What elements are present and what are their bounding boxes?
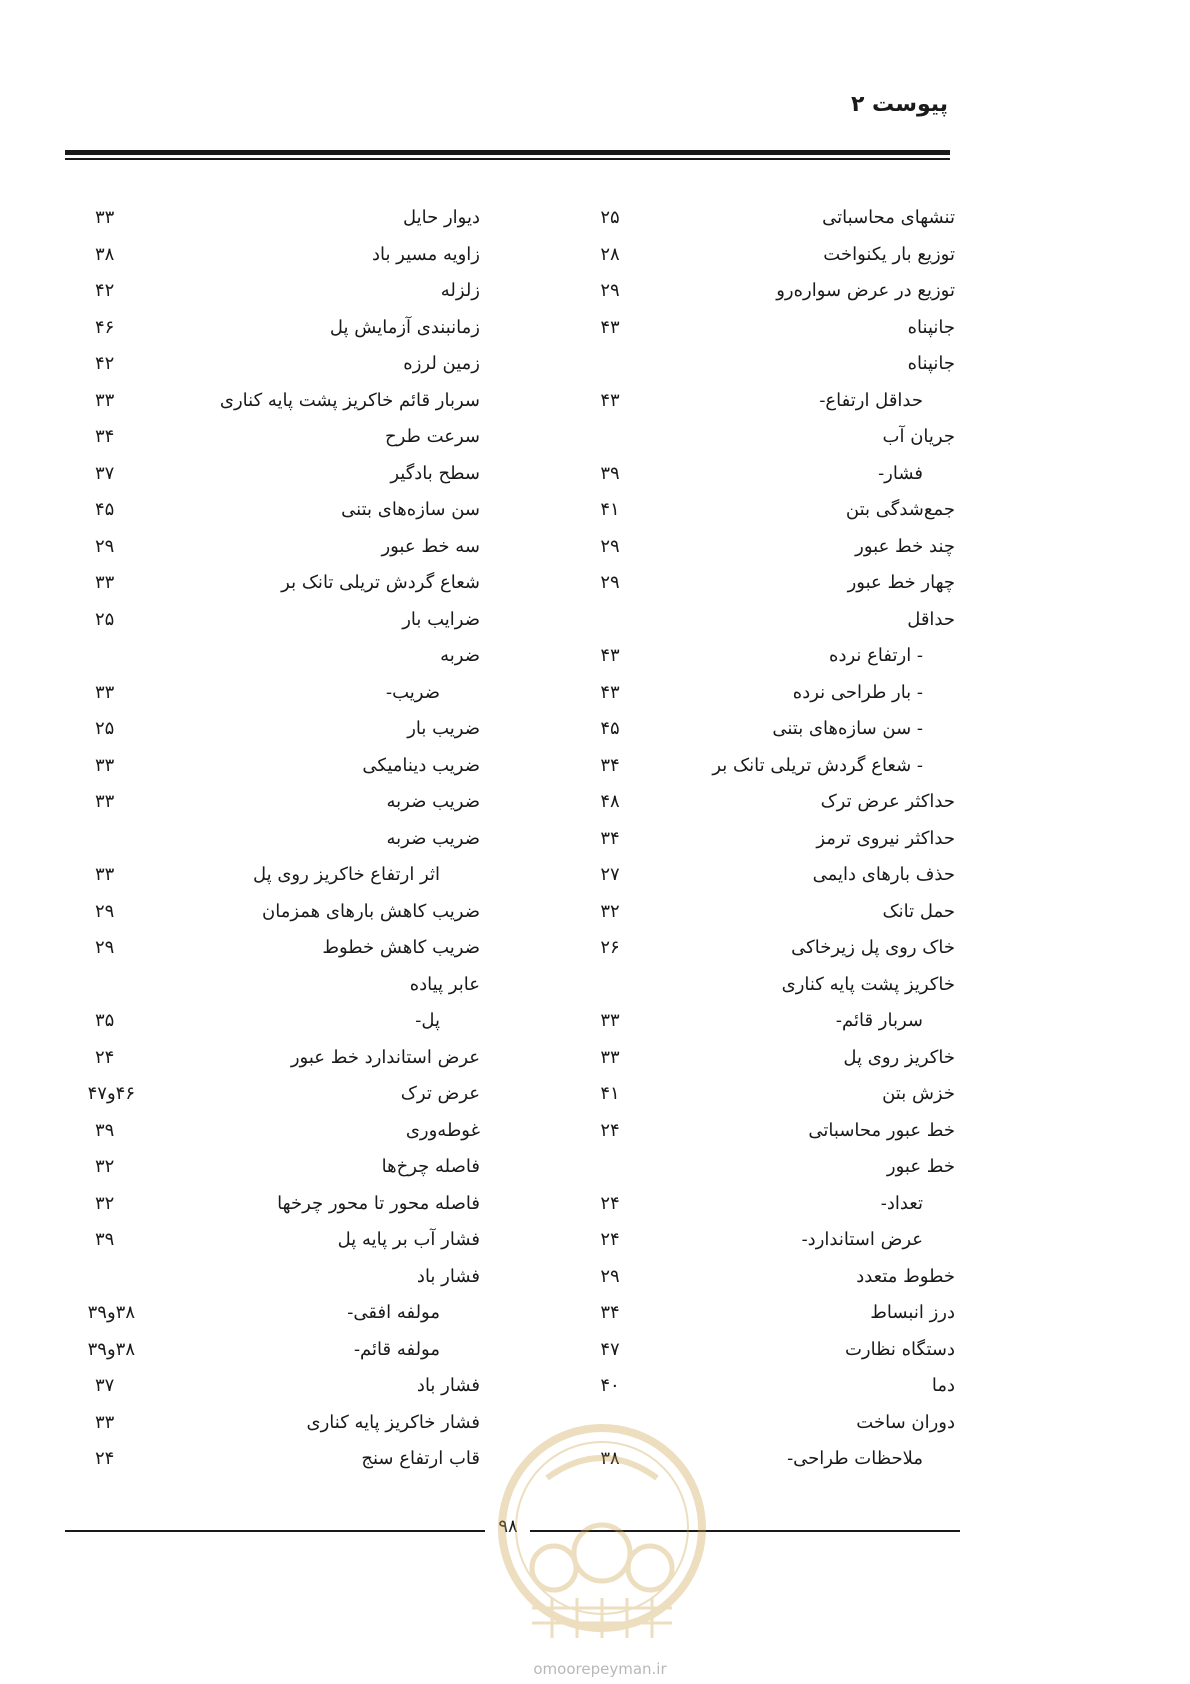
left-column-entry (80, 857, 480, 894)
index-page-number: ۴۵ (95, 499, 115, 520)
right-column-entry (600, 1040, 955, 1077)
index-term: زمین لرزه (403, 353, 480, 374)
index-page-number: ۳۴ (600, 827, 620, 849)
left-column-entry (80, 1186, 480, 1223)
right-column-entry (600, 638, 955, 675)
index-term: خزش بتن (882, 1083, 955, 1104)
index-term: شعاع گردش تریلی تانک بر (281, 572, 480, 593)
right-column-entry (600, 748, 955, 785)
left-column-entry (80, 1441, 480, 1478)
index-page-number: ۳۷ (95, 462, 115, 484)
index-term: مولفه افقی- (347, 1302, 440, 1323)
right-column-entry (600, 529, 955, 566)
left-column-entry (80, 967, 480, 1004)
index-page-number: ۲۹ (95, 900, 115, 922)
right-column-entry (600, 1332, 955, 1369)
left-column-entry (80, 1076, 480, 1113)
index-term: ضریب ضربه (386, 791, 480, 812)
index-term: فشار آب بر پایه پل (337, 1229, 480, 1250)
right-column-entry (600, 1149, 955, 1186)
index-page-number: ۲۴ (600, 1119, 620, 1141)
index-term: فاصله چرخ‌ها (381, 1156, 480, 1177)
index-page-number: ۳۸و۳۹ (87, 1338, 135, 1360)
left-column-entry (80, 529, 480, 566)
right-column-entry (600, 967, 955, 1004)
index-term: فشار باد (416, 1265, 480, 1287)
index-term: سه خط عبور (381, 535, 480, 557)
index-page-number: ۴۶و۴۷ (87, 1083, 135, 1104)
index-page-number: ۳۵ (95, 1010, 115, 1031)
index-page-number: ۴۷ (600, 1338, 620, 1360)
index-term: جانپناه (907, 316, 955, 338)
index-term: مولفه قائم- (353, 1338, 440, 1360)
index-page-number: ۲۹ (600, 535, 620, 557)
index-term: عرض استاندارد خط عبور (290, 1046, 480, 1068)
index-term: فشار باد (416, 1375, 480, 1396)
index-term: اثر ارتفاع خاکریز روی پل (252, 864, 440, 885)
index-term: ضریب- (386, 681, 440, 703)
index-page-number: ۳۹ (95, 1119, 115, 1141)
index-page-number: ۲۹ (95, 535, 115, 557)
index-page-number: ۴۰ (600, 1375, 620, 1396)
right-column-entry (600, 492, 955, 529)
index-term: حمل تانک (882, 900, 955, 922)
index-page-number: ۳۳ (95, 572, 115, 593)
index-page-number: ۳۸ (95, 243, 115, 265)
index-term: زلزله (440, 280, 480, 301)
index-term: - شعاع گردش تریلی تانک بر (712, 754, 923, 776)
index-page-number: ۴۳ (600, 645, 620, 666)
watermark-url: omoorepeyman.ir (533, 1660, 667, 1678)
right-column-entry (600, 1113, 955, 1150)
index-page-number: ۲۵ (95, 608, 115, 630)
index-term: حداقل ارتفاع- (819, 389, 923, 411)
index-term: درز انبساط (870, 1302, 955, 1323)
publisher-seal-watermark-icon (492, 1418, 712, 1650)
right-column-entry (600, 821, 955, 858)
left-column-entry (80, 310, 480, 347)
index-page-number: ۴۵ (600, 718, 620, 739)
index-term: چند خط عبور (855, 535, 955, 557)
index-page-number: ۲۷ (600, 864, 620, 885)
index-term: قاب ارتفاع سنج (361, 1448, 480, 1469)
page-number: ۹۸ (498, 1516, 518, 1537)
right-column-entry (600, 346, 955, 383)
index-page-number: ۲۵ (95, 718, 115, 739)
header-rule-thick (65, 150, 950, 155)
index-term: جانپناه (907, 353, 955, 374)
right-column-entry (600, 419, 955, 456)
index-term: توزیع در عرض سواره‌رو (776, 280, 955, 301)
index-term: ضریب بار (407, 718, 480, 739)
index-term: خاکریز روی پل (843, 1046, 955, 1068)
index-page-number: ۴۱ (600, 1083, 620, 1104)
left-column-entry (80, 1295, 480, 1332)
right-column-entry (600, 200, 955, 237)
page-title: پیوست ۲ (850, 92, 948, 117)
index-term: دستگاه نظارت (844, 1338, 955, 1360)
index-page-number: ۴۳ (600, 681, 620, 703)
index-term: ضریب کاهش خطوط (322, 937, 480, 958)
right-column-entry (600, 565, 955, 602)
left-column-entry (80, 1149, 480, 1186)
index-term: سربار قائم خاکریز پشت پایه کناری (219, 389, 480, 411)
right-column-entry (600, 1003, 955, 1040)
index-term: پل- (415, 1010, 440, 1031)
left-column-entry (80, 419, 480, 456)
right-column-entry (600, 675, 955, 712)
index-term: ملاحظات طراحی- (787, 1448, 923, 1469)
index-term: خاکریز پشت پایه کناری (781, 973, 955, 995)
left-column-entry (80, 675, 480, 712)
index-term: حداکثر نیروی ترمز (816, 827, 955, 849)
index-term: توزیع بار یکنواخت (823, 243, 955, 265)
index-term: فشار خاکریز پایه کناری (306, 1411, 480, 1433)
left-column-entry (80, 711, 480, 748)
left-column-entry (80, 237, 480, 274)
index-term: سربار قائم- (835, 1010, 923, 1031)
index-page-number: ۳۳ (95, 207, 115, 228)
index-term: فاصله محور تا محور چرخها (277, 1192, 480, 1214)
right-column-entry (600, 310, 955, 347)
footer-rule-left (65, 1530, 485, 1532)
right-column-entry (600, 711, 955, 748)
left-column-entry (80, 565, 480, 602)
index-term: حداقل (907, 608, 955, 630)
right-column-entry (600, 857, 955, 894)
index-term: عابر پیاده (409, 973, 480, 995)
index-page-number: ۳۲ (95, 1192, 115, 1214)
right-column-entry (600, 930, 955, 967)
index-page-number: ۳۲ (95, 1156, 115, 1177)
index-term: خط عبور محاسباتی (808, 1119, 955, 1141)
index-term: جریان آب (882, 426, 955, 447)
left-column-entry (80, 602, 480, 639)
index-term: دوران ساخت (856, 1411, 955, 1433)
left-column-entry (80, 456, 480, 493)
left-column-entry (80, 1222, 480, 1259)
index-page-number: ۴۳ (600, 316, 620, 338)
index-page-number: ۲۹ (600, 572, 620, 593)
index-page-number: ۳۴ (95, 426, 115, 447)
right-column-entry (600, 383, 955, 420)
index-page-number: ۳۳ (95, 1411, 115, 1433)
index-term: حذف بارهای دایمی (812, 864, 955, 885)
left-column-entry (80, 273, 480, 310)
right-column-entry (600, 237, 955, 274)
index-term: تنشهای محاسباتی (822, 207, 955, 228)
index-page-number: ۳۳ (600, 1010, 620, 1031)
index-page-number: ۲۴ (95, 1448, 115, 1469)
index-term: - بار طراحی نرده (792, 681, 923, 703)
index-term: چهار خط عبور (847, 572, 955, 593)
index-term: خاک روی پل زیرخاکی (791, 937, 955, 958)
index-page-number: ۲۵ (600, 207, 620, 228)
index-term: ضربه (440, 645, 480, 666)
index-term: دیوار حایل (403, 207, 480, 228)
right-column-entry (600, 456, 955, 493)
index-page-number: ۴۱ (600, 499, 620, 520)
left-column-entry (80, 1332, 480, 1369)
right-column-entry (600, 1076, 955, 1113)
index-term: سرعت طرح (384, 426, 480, 447)
index-term: ضریب کاهش بارهای همزمان (262, 900, 480, 922)
index-page-number: ۳۳ (600, 1046, 620, 1068)
right-column-entry (600, 1186, 955, 1223)
index-page-number: ۳۳ (95, 681, 115, 703)
left-column-entry (80, 638, 480, 675)
index-term: جمع‌شدگی بتن (845, 499, 955, 520)
index-column-left (80, 200, 480, 1478)
left-column-entry (80, 383, 480, 420)
left-column-entry (80, 894, 480, 931)
index-page-number: ۲۸ (600, 243, 620, 265)
right-column-entry (600, 1222, 955, 1259)
index-term: ضریب دینامیکی (362, 754, 480, 776)
right-column-entry (600, 1259, 955, 1296)
index-page-number: ۳۳ (95, 791, 115, 812)
index-term: - سن سازه‌های بتنی (772, 718, 923, 739)
index-page-number: ۳۴ (600, 754, 620, 776)
index-page-number: ۴۶ (95, 316, 115, 338)
index-page-number: ۳۳ (95, 864, 115, 885)
left-column-entry (80, 200, 480, 237)
index-term: خطوط متعدد (856, 1265, 955, 1287)
right-column-entry (600, 894, 955, 931)
right-column-entry (600, 1368, 955, 1405)
index-term: سن سازه‌های بتنی (341, 499, 480, 520)
index-page-number: ۳۸و۳۹ (87, 1302, 135, 1323)
index-page-number: ۳۴ (600, 1302, 620, 1323)
index-page-number: ۴۲ (95, 280, 115, 301)
index-page-number: ۲۹ (600, 280, 620, 301)
right-column-entry (600, 602, 955, 639)
index-page-number: ۲۶ (600, 937, 620, 958)
index-page-number: ۲۴ (95, 1046, 115, 1068)
left-column-entry (80, 1113, 480, 1150)
index-term: سطح بادگیر (390, 462, 480, 484)
index-page-number: ۲۴ (600, 1192, 620, 1214)
index-term: دما (931, 1375, 955, 1396)
right-column-entry (600, 1295, 955, 1332)
index-column-right (600, 200, 955, 1478)
left-column-entry (80, 1368, 480, 1405)
index-term: عرض استاندارد- (801, 1229, 923, 1250)
left-column-entry (80, 492, 480, 529)
index-page-number: ۳۲ (600, 900, 620, 922)
index-term: ضرایب بار (402, 608, 480, 630)
right-column-entry (600, 784, 955, 821)
index-page-number: ۴۸ (600, 791, 620, 812)
left-column-entry (80, 1259, 480, 1296)
index-page-number: ۲۹ (95, 937, 115, 958)
index-page-number: ۳۸ (600, 1448, 620, 1469)
index-page-number: ۳۳ (95, 389, 115, 411)
left-column-entry (80, 930, 480, 967)
index-page-number: ۲۴ (600, 1229, 620, 1250)
index-term: ضریب ضربه (386, 827, 480, 849)
index-term: حداکثر عرض ترک (820, 791, 955, 812)
index-term: فشار- (878, 462, 923, 484)
index-page-number: ۴۲ (95, 353, 115, 374)
left-column-entry (80, 784, 480, 821)
index-term: - ارتفاع نرده (829, 645, 923, 666)
index-page-number: ۳۷ (95, 1375, 115, 1396)
index-page-number: ۳۹ (600, 462, 620, 484)
left-column-entry (80, 1405, 480, 1442)
index-page-number: ۲۹ (600, 1265, 620, 1287)
index-term: غوطه‌وری (405, 1119, 480, 1141)
index-term: خط عبور (886, 1156, 955, 1177)
left-column-entry (80, 748, 480, 785)
index-page-number: ۴۳ (600, 389, 620, 411)
left-column-entry (80, 346, 480, 383)
index-page-number: ۳۳ (95, 754, 115, 776)
index-term: زمانبندی آزمایش پل (329, 316, 480, 338)
left-column-entry (80, 1040, 480, 1077)
index-term: عرض ترک (400, 1083, 480, 1104)
index-page-number: ۳۹ (95, 1229, 115, 1250)
index-term: زاویه مسیر باد (371, 243, 480, 265)
right-column-entry (600, 273, 955, 310)
left-column-entry (80, 1003, 480, 1040)
left-column-entry (80, 821, 480, 858)
index-term: تعداد- (880, 1192, 923, 1214)
header-rule-thin (65, 158, 950, 160)
